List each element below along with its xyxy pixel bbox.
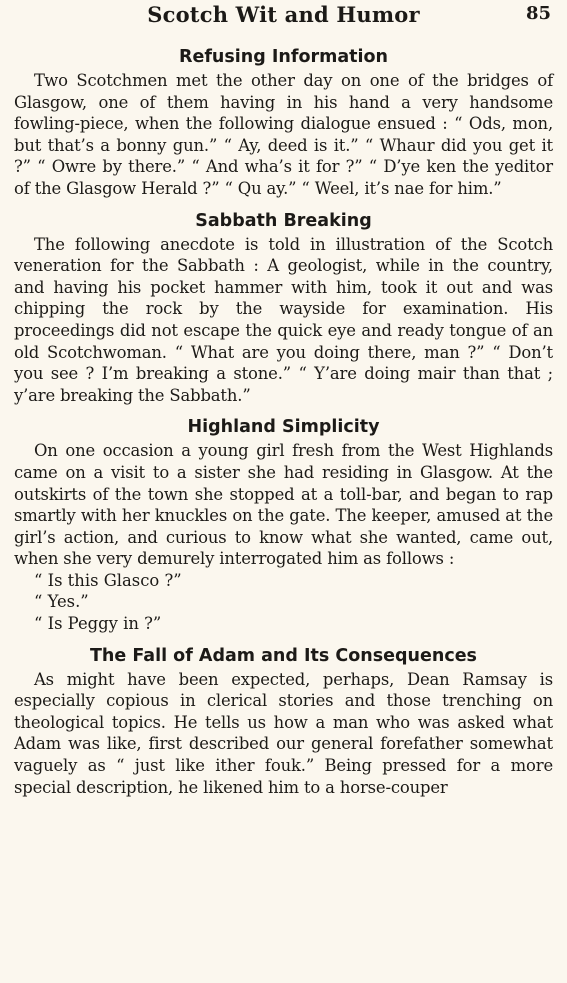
running-title: Scotch Wit and Humor <box>147 2 420 27</box>
page-header <box>14 0 553 34</box>
dialogue-line: “ Is this Glasco ?” <box>34 570 182 590</box>
section-paragraph: On one occasion a young girl fresh from the West Highlands came on a visit to a sister she had residing in Glasgow. At the outskirts of the town she stopped at a toll-bar, and began to rap smartly with her knuckles on the gate. The keeper, amused at the girl’s action, and curious to know what she wanted, came out, when she very demurely interrogated him as follows : <box>14 441 553 569</box>
dialogue-line: “ Is Peggy in ?” <box>34 614 162 634</box>
dialogue-line: “ Yes.” <box>34 592 89 612</box>
section-title: The Fall of Adam and Its Consequences <box>90 645 477 666</box>
section-paragraph: The following anecdote is told in illustration of the Scotch veneration for the Sabbath : A geologist, while in the country, and having his pocket hammer with him, took it out and was chipping the rock by the wayside for examination. His proceedings did not escape the quick eye and ready tongue of an old Scotchwoman. “ What are you doing there, man ?” “ Don’t you see ? I’m breaking a stone.” “ Y’are doing mair than that ; y’are breaking the Sabbath.” <box>14 234 553 405</box>
section-title: Refusing Information <box>178 47 389 67</box>
section-paragraph: Two Scotchmen met the other day on one of the bridges of Glasgow, one of them having in his hand a very handsome fowling-piece, when the following dialogue ensued : “ Ods, mon, but that’s a bonny gun.” “ Ay, deed is it.” “ Whaur did you get it ?” “ Owre by there.” “ And wha’s it for ?” “ D’ye ken the yeditor of the Glasgow Herald ?” “ Qu ay.” “ Weel, it’s nae for him.” <box>14 71 553 198</box>
section-title: Sabbath Breaking <box>195 210 372 231</box>
section-paragraph: As might have been expected, perhaps, Dean Ramsay is especially copious in clerical stories and those trenching on theological topics. He tells us how a man who was asked what Adam was like, first described our general forefather somewhat vaguely as “ just like ither fouk.” Being pressed for a more special description, he likened him to a horse-couper <box>14 669 553 797</box>
section-refusing-information <box>14 46 553 200</box>
section-sabbath-breaking <box>14 210 553 407</box>
section-highland-simplicity <box>14 416 553 634</box>
section-title: Highland Simplicity <box>187 417 380 438</box>
dialogue-block <box>14 570 553 635</box>
page-number: 85 <box>525 3 551 24</box>
section-fall-of-adam <box>14 645 553 799</box>
